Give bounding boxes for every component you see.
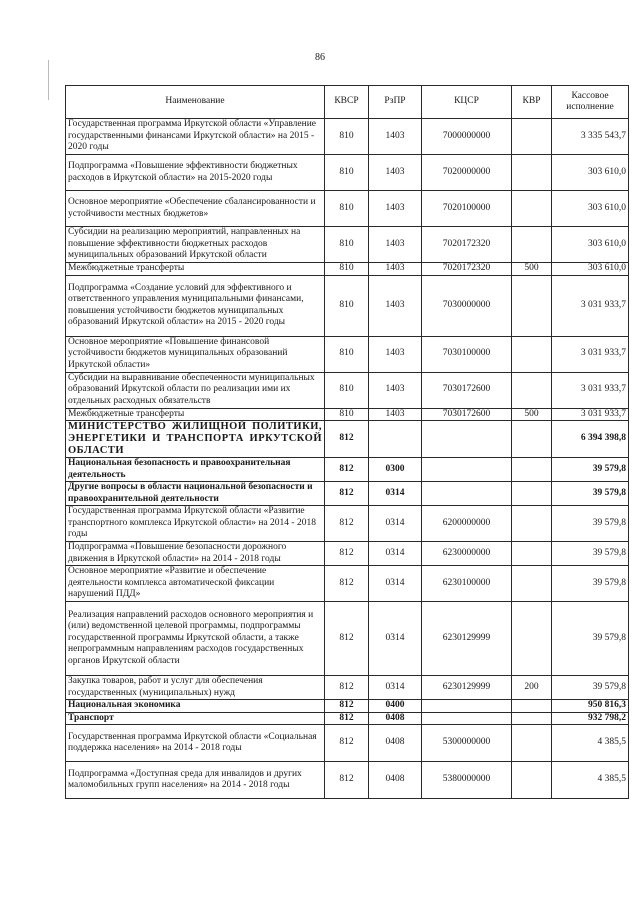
cell-kvsr: 810 <box>325 336 369 372</box>
cell-kcsr <box>422 421 512 458</box>
cell-rzpr: 1403 <box>369 408 422 421</box>
cell-kcsr <box>422 458 512 482</box>
cell-amount: 932 798,2 <box>552 712 629 725</box>
cell-kvr <box>512 506 552 542</box>
cell-name: Транспорт <box>66 712 325 725</box>
cell-kcsr <box>422 700 512 713</box>
column-header-kvr: КВР <box>512 86 552 119</box>
table-row <box>66 762 629 799</box>
cell-kcsr: 7030000000 <box>422 275 512 336</box>
column-header-amount: Кассовое исполнение <box>552 86 629 119</box>
table-row <box>66 482 629 506</box>
cell-rzpr: 0314 <box>369 566 422 602</box>
table-row <box>66 191 629 227</box>
table-header-row <box>66 86 629 119</box>
cell-kvr <box>512 542 552 566</box>
cell-amount: 303 610,0 <box>552 155 629 191</box>
cell-kvr <box>512 227 552 263</box>
cell-kvr <box>512 602 552 676</box>
cell-amount: 303 610,0 <box>552 263 629 276</box>
cell-name: МИНИСТЕРСТВО ЖИЛИЩНОЙ ПОЛИТИКИ, ЭНЕРГЕТИКИ И ТРАНСПОРТА ИРКУТСКОЙ ОБЛАСТИ <box>66 421 325 458</box>
cell-rzpr: 1403 <box>369 155 422 191</box>
cell-amount: 303 610,0 <box>552 191 629 227</box>
cell-name: Государственная программа Иркутской области «Социальная поддержка населения» на 2014 - 2018 годы <box>66 725 325 762</box>
cell-kvsr: 810 <box>325 263 369 276</box>
table-row <box>66 263 629 276</box>
page-number: 86 <box>315 52 325 63</box>
cell-kvr <box>512 700 552 713</box>
cell-kvr: 500 <box>512 263 552 276</box>
cell-amount: 39 579,8 <box>552 566 629 602</box>
cell-amount: 39 579,8 <box>552 676 629 700</box>
table-row <box>66 336 629 372</box>
cell-name: Межбюджетные трансферты <box>66 408 325 421</box>
cell-kvsr: 810 <box>325 227 369 263</box>
cell-amount: 3 335 543,7 <box>552 119 629 155</box>
cell-kcsr: 6230100000 <box>422 566 512 602</box>
table-row <box>66 372 629 408</box>
cell-kcsr <box>422 482 512 506</box>
cell-rzpr: 1403 <box>369 227 422 263</box>
cell-name: Подпрограмма «Повышение эффективности бюджетных расходов в Иркутской области» на 2015-2020 годы <box>66 155 325 191</box>
cell-kvr <box>512 421 552 458</box>
cell-kcsr: 7030172600 <box>422 372 512 408</box>
cell-kvsr: 810 <box>325 155 369 191</box>
cell-name: Основное мероприятие «Повышение финансовой устойчивости бюджетов муниципальных образований Иркутской области» <box>66 336 325 372</box>
cell-kvr <box>512 275 552 336</box>
cell-kcsr <box>422 712 512 725</box>
table-body <box>66 119 629 799</box>
cell-kvr <box>512 482 552 506</box>
cell-kvsr: 812 <box>325 712 369 725</box>
cell-kcsr: 7020100000 <box>422 191 512 227</box>
cell-kcsr: 7020000000 <box>422 155 512 191</box>
cell-kcsr: 7020172320 <box>422 227 512 263</box>
cell-rzpr: 1403 <box>369 275 422 336</box>
column-header-rzpr: РзПР <box>369 86 422 119</box>
cell-kvsr: 810 <box>325 408 369 421</box>
cell-name: Государственная программа Иркутской области «Управление государственными финансами Иркутской области» на 2015 - 2020 годы <box>66 119 325 155</box>
cell-kvsr: 810 <box>325 191 369 227</box>
cell-rzpr: 1403 <box>369 372 422 408</box>
cell-kvsr: 810 <box>325 119 369 155</box>
table-row <box>66 712 629 725</box>
cell-name: Межбюджетные трансферты <box>66 263 325 276</box>
table-row <box>66 408 629 421</box>
cell-kvr <box>512 191 552 227</box>
table-row <box>66 458 629 482</box>
cell-name: Национальная экономика <box>66 700 325 713</box>
cell-rzpr: 0408 <box>369 725 422 762</box>
cell-amount: 950 816,3 <box>552 700 629 713</box>
table-row <box>66 676 629 700</box>
column-header-kcsr: КЦСР <box>422 86 512 119</box>
cell-name: Основное мероприятие «Развитие и обеспечение деятельности комплекса автоматической фиксации нарушений ПДД» <box>66 566 325 602</box>
cell-rzpr: 0400 <box>369 700 422 713</box>
table-row <box>66 227 629 263</box>
table-row <box>66 700 629 713</box>
cell-name: Подпрограмма «Создание условий для эффективного и ответственного управления муниципальными финансами, повышения устойчивости бюджетов муниципальных образований Иркутской области» на 2015 - 2020 годы <box>66 275 325 336</box>
cell-kvr: 200 <box>512 676 552 700</box>
cell-kcsr: 6230129999 <box>422 676 512 700</box>
cell-amount: 3 031 933,7 <box>552 275 629 336</box>
cell-kvr <box>512 119 552 155</box>
cell-name: Другие вопросы в области национальной безопасности и правоохранительной деятельности <box>66 482 325 506</box>
table-row <box>66 542 629 566</box>
cell-name: Государственная программа Иркутской области «Развитие транспортного комплекса Иркутской области» на 2014 - 2018 годы <box>66 506 325 542</box>
cell-amount: 4 385,5 <box>552 725 629 762</box>
cell-name: Подпрограмма «Доступная среда для инвалидов и других маломобильных групп населения» на 2014 - 2018 годы <box>66 762 325 799</box>
cell-rzpr <box>369 421 422 458</box>
cell-kcsr: 5380000000 <box>422 762 512 799</box>
table-row <box>66 506 629 542</box>
cell-kcsr: 6200000000 <box>422 506 512 542</box>
cell-amount: 39 579,8 <box>552 542 629 566</box>
cell-kvsr: 812 <box>325 725 369 762</box>
table-row <box>66 155 629 191</box>
cell-rzpr: 0314 <box>369 676 422 700</box>
cell-name: Закупка товаров, работ и услуг для обеспечения государственных (муниципальных) нужд <box>66 676 325 700</box>
table-row <box>66 602 629 676</box>
cell-name: Основное мероприятие «Обеспечение сбалансированности и устойчивости местных бюджетов» <box>66 191 325 227</box>
cell-rzpr: 0314 <box>369 602 422 676</box>
cell-amount: 39 579,8 <box>552 458 629 482</box>
cell-kcsr: 6230000000 <box>422 542 512 566</box>
table-row <box>66 725 629 762</box>
cell-kvr <box>512 458 552 482</box>
cell-amount: 39 579,8 <box>552 482 629 506</box>
cell-rzpr: 1403 <box>369 119 422 155</box>
budget-execution-table <box>65 85 629 799</box>
cell-amount: 39 579,8 <box>552 602 629 676</box>
cell-rzpr: 0314 <box>369 482 422 506</box>
cell-rzpr: 0314 <box>369 506 422 542</box>
cell-kvsr: 812 <box>325 676 369 700</box>
cell-rzpr: 0300 <box>369 458 422 482</box>
cell-kvsr: 812 <box>325 700 369 713</box>
column-header-kvsr: КВСР <box>325 86 369 119</box>
cell-kcsr: 7030100000 <box>422 336 512 372</box>
cell-kvsr: 810 <box>325 372 369 408</box>
table-row <box>66 275 629 336</box>
cell-kvsr: 812 <box>325 762 369 799</box>
cell-kvr <box>512 566 552 602</box>
cell-name: Субсидии на выравнивание обеспеченности муниципальных образований Иркутской области по реализации ими их отдельных расходных обязательств <box>66 372 325 408</box>
cell-amount: 6 394 398,8 <box>552 421 629 458</box>
cell-kvsr: 812 <box>325 482 369 506</box>
cell-kcsr: 7030172600 <box>422 408 512 421</box>
cell-name: Подпрограмма «Повышение безопасности дорожного движения в Иркутской области» на 2014 - 2018 годы <box>66 542 325 566</box>
cell-kvr <box>512 336 552 372</box>
cell-kvr <box>512 725 552 762</box>
cell-rzpr: 0408 <box>369 762 422 799</box>
column-header-name: Наименование <box>66 86 325 119</box>
cell-kcsr: 6230129999 <box>422 602 512 676</box>
cell-kvsr: 812 <box>325 566 369 602</box>
cell-amount: 3 031 933,7 <box>552 372 629 408</box>
cell-kvsr: 812 <box>325 542 369 566</box>
cell-kvr: 500 <box>512 408 552 421</box>
cell-amount: 39 579,8 <box>552 506 629 542</box>
cell-name: Субсидии на реализацию мероприятий, направленных на повышение эффективности бюджетных расходов муниципальных образований Иркутской области <box>66 227 325 263</box>
cell-amount: 3 031 933,7 <box>552 336 629 372</box>
cell-rzpr: 1403 <box>369 336 422 372</box>
cell-amount: 4 385,5 <box>552 762 629 799</box>
cell-kvsr: 812 <box>325 421 369 458</box>
cell-rzpr: 0408 <box>369 712 422 725</box>
cell-kvr <box>512 712 552 725</box>
cell-name: Национальная безопасность и правоохранительная деятельность <box>66 458 325 482</box>
cell-kcsr: 7020172320 <box>422 263 512 276</box>
cell-amount: 303 610,0 <box>552 227 629 263</box>
table-row <box>66 566 629 602</box>
cell-kvsr: 812 <box>325 602 369 676</box>
cell-kvsr: 812 <box>325 458 369 482</box>
cell-kcsr: 7000000000 <box>422 119 512 155</box>
cell-kvr <box>512 762 552 799</box>
table-row <box>66 119 629 155</box>
cell-kvr <box>512 155 552 191</box>
cell-rzpr: 0314 <box>369 542 422 566</box>
cell-kcsr: 5300000000 <box>422 725 512 762</box>
cell-kvsr: 810 <box>325 275 369 336</box>
scan-edge-mark <box>48 60 49 100</box>
cell-amount: 3 031 933,7 <box>552 408 629 421</box>
cell-kvsr: 812 <box>325 506 369 542</box>
cell-rzpr: 1403 <box>369 263 422 276</box>
cell-rzpr: 1403 <box>369 191 422 227</box>
cell-kvr <box>512 372 552 408</box>
cell-name: Реализация направлений расходов основного мероприятия и (или) ведомственной целевой программы, подпрограммы государственной программы Иркутской области, а также непрограммным направлениям расходов государственных органов Иркутской области <box>66 602 325 676</box>
table-row <box>66 421 629 458</box>
